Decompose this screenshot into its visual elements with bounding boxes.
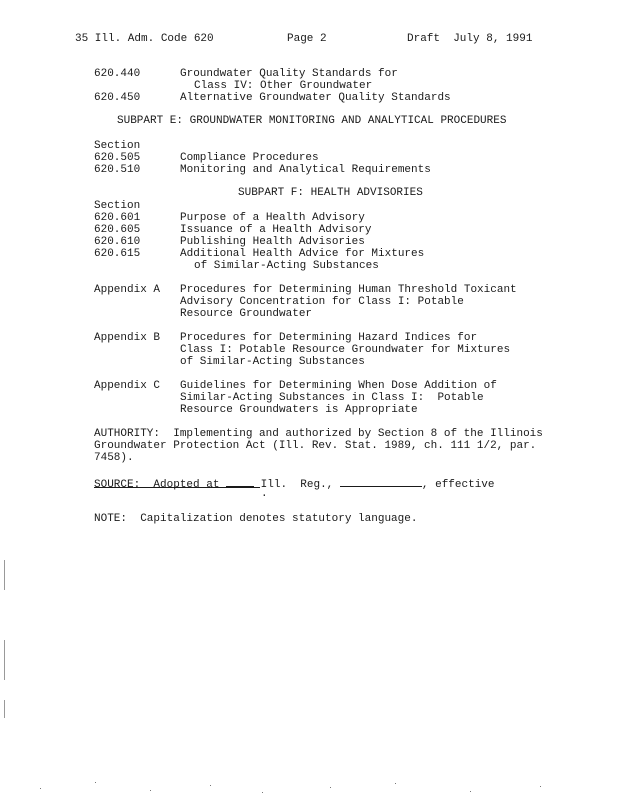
- section-number: 620.505: [94, 152, 141, 164]
- section-title: Groundwater Quality Standards for: [180, 68, 398, 80]
- source-adopted-at: Adopted at: [153, 479, 220, 491]
- section-title: Additional Health Advice for Mixtures: [180, 248, 425, 260]
- page-blank: [340, 476, 422, 487]
- scan-speck: [95, 782, 96, 783]
- header-page-number: Page 2: [287, 33, 327, 45]
- note-line: NOTE: Capitalization denotes statutory language.: [94, 513, 418, 525]
- section-title: Monitoring and Analytical Requirements: [180, 164, 431, 176]
- section-title: Purpose of a Health Advisory: [180, 212, 365, 224]
- authority-line: AUTHORITY: Implementing and authorized by Section 8 of the Illinois: [94, 428, 543, 440]
- authority-line: Groundwater Protection Act (Ill. Rev. Stat. 1989, ch. 111 1/2, par.: [94, 440, 537, 452]
- source-end-period: .: [261, 488, 268, 500]
- scan-edge-mark: [4, 560, 5, 590]
- source-label: SOURCE:: [94, 479, 141, 491]
- appendix-title: Procedures for Determining Human Threshold Toxicant: [180, 284, 517, 296]
- section-column-label: Section: [94, 140, 141, 152]
- appendix-title: Resource Groundwaters is Appropriate: [180, 404, 418, 416]
- scan-speck: [262, 792, 263, 793]
- source-reg: Ill. Reg.,: [260, 479, 334, 491]
- scan-edge-mark: [4, 700, 5, 718]
- appendix-title: Similar-Acting Substances in Class I: Potable: [180, 392, 484, 404]
- section-number: 620.440: [94, 68, 141, 80]
- source-line: [94, 476, 495, 491]
- section-title: Compliance Procedures: [180, 152, 319, 164]
- section-number: 620.605: [94, 224, 141, 236]
- subpart-e-heading: SUBPART E: GROUNDWATER MONITORING AND ANALYTICAL PROCEDURES: [117, 115, 507, 127]
- appendix-label: Appendix A: [94, 284, 161, 296]
- section-number: 620.510: [94, 164, 141, 176]
- section-title-continuation: of Similar-Acting Substances: [194, 260, 379, 272]
- appendix-title: of Similar-Acting Substances: [180, 356, 365, 368]
- source-effective: , effective: [421, 479, 495, 491]
- scan-edge-mark: [4, 640, 5, 680]
- appendix-title: Class I: Potable Resource Groundwater for Mixtures: [180, 344, 511, 356]
- section-title-continuation: Class IV: Other Groundwater: [194, 80, 373, 92]
- header-draft-date: Draft July 8, 1991: [407, 33, 533, 45]
- section-title: Alternative Groundwater Quality Standards: [180, 92, 451, 104]
- scan-speck: [540, 786, 541, 787]
- effective-date-blank: [94, 487, 260, 488]
- appendix-label: Appendix C: [94, 380, 161, 392]
- scan-speck: [470, 791, 471, 792]
- scan-speck: [330, 787, 331, 788]
- section-number: 620.601: [94, 212, 141, 224]
- header-citation: 35 Ill. Adm. Code 620: [75, 33, 214, 45]
- scan-speck: [150, 790, 151, 791]
- scan-speck: [210, 785, 211, 786]
- appendix-title: Guidelines for Determining When Dose Addition of: [180, 380, 497, 392]
- volume-blank: [226, 476, 254, 487]
- section-number: 620.610: [94, 236, 141, 248]
- authority-line: 7458).: [94, 452, 134, 464]
- subpart-f-heading: SUBPART F: HEALTH ADVISORIES: [238, 187, 423, 199]
- section-column-label: Section: [94, 200, 141, 212]
- section-title: Issuance of a Health Advisory: [180, 224, 372, 236]
- scan-speck: [395, 783, 396, 784]
- appendix-label: Appendix B: [94, 332, 161, 344]
- appendix-title: Resource Groundwater: [180, 308, 313, 320]
- section-title: Publishing Health Advisories: [180, 236, 365, 248]
- appendix-title: Procedures for Determining Hazard Indices for: [180, 332, 478, 344]
- section-number: 620.450: [94, 92, 141, 104]
- scan-speck: [40, 788, 41, 789]
- section-number: 620.615: [94, 248, 141, 260]
- appendix-title: Advisory Concentration for Class I: Potable: [180, 296, 464, 308]
